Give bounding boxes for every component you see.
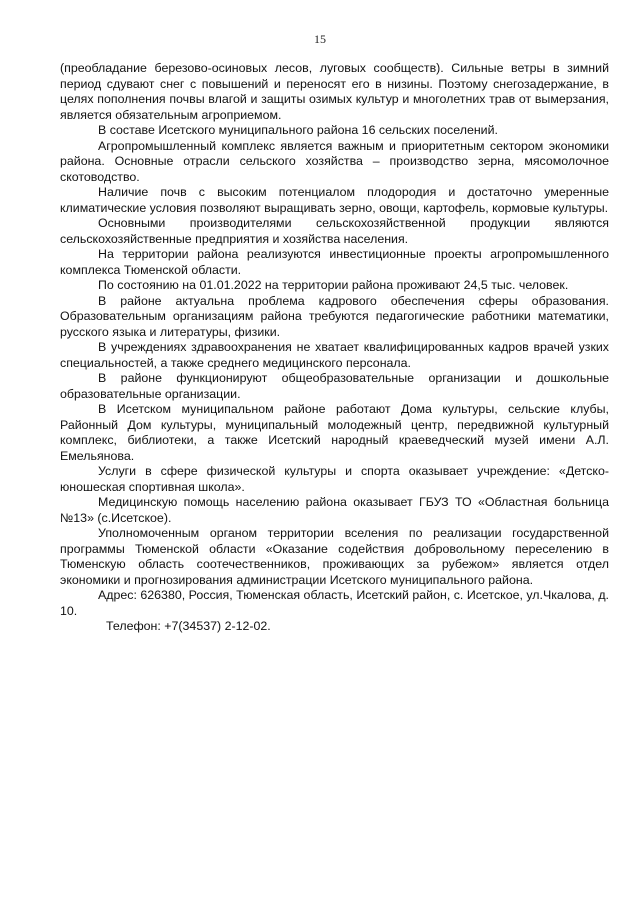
body-text [60,61,609,635]
page-number: 15 [314,32,326,46]
paragraph-culture: В Исетском муниципальном районе работают Дома культуры, сельские клубы, Районный Дом культуры, муниципальный молодежный центр, передвижной культурный комплекс, библиотеки, а также Исетский народный краеведческий музей имени А.Л. Емельянова. [60,402,609,463]
paragraph-sport: Услуги в сфере физической культуры и спорта оказывает учреждение: «Детско-юношеская спортивная школа». [60,464,609,494]
paragraph-authority: Уполномоченным органом территории вселения по реализации государственной программы Тюменской области «Оказание содействия добровольному переселению в Тюменскую область соотечественников, проживающих за рубежом» является отдел экономики и прогнозирования администрации Исетского муниципального района. [60,526,609,587]
paragraph-climate: (преобладание березово-осиновых лесов, луговых сообществ). Сильные ветры в зимний период сдувают снег с повышений и переносят его в низины. Поэтому снегозадержание, в целях пополнения почвы влагой и защиты озимых культур и многолетних трав от вымерзания, является обязательным агроприемом. [60,61,609,122]
paragraph-soils: Наличие почв с высоким потенциалом плодородия и достаточно умеренные климатические условия позволяют выращивать зерно, овощи, картофель, кормовые культуры. [60,185,609,215]
paragraph-producers: Основными производителями сельскохозяйственной продукции являются сельскохозяйственные предприятия и хозяйства населения. [60,216,609,246]
paragraph-phone: Телефон: +7(34537) 2-12-02. [106,619,271,633]
paragraph-healthcare: В учреждениях здравоохранения не хватает квалифицированных кадров врачей узких специальностей, а также среднего медицинского персонала. [60,340,609,370]
paragraph-investment: На территории района реализуются инвестиционные проекты агропромышленного комплекса Тюменской области. [60,247,609,277]
paragraph-schools: В районе функционируют общеобразовательные организации и дошкольные образовательные организации. [60,371,609,401]
paragraph-education: В районе актуальна проблема кадрового обеспечения сферы образования. Образовательным организациям района требуются педагогические работники математики, русского языка и литературы, физики. [60,293,609,339]
paragraph-settlements: В составе Исетского муниципального района 16 сельских поселений. [98,123,498,137]
paragraph-population: По состоянию на 01.01.2022 на территории района проживают 24,5 тыс. человек. [98,278,569,292]
paragraph-agro-complex: Агропромышленный комплекс является важным и приоритетным сектором экономики района. Основные отрасли сельского хозяйства – производство зерна, мясомолочное скотоводство. [60,138,609,184]
paragraph-address: Адрес: 626380, Россия, Тюменская область, Исетский район, с. Исетское, ул.Чкалова, д. 10. [60,588,609,618]
paragraph-medical: Медицинскую помощь населению района оказывает ГБУЗ ТО «Областная больница №13» (с.Исетское). [60,495,609,525]
